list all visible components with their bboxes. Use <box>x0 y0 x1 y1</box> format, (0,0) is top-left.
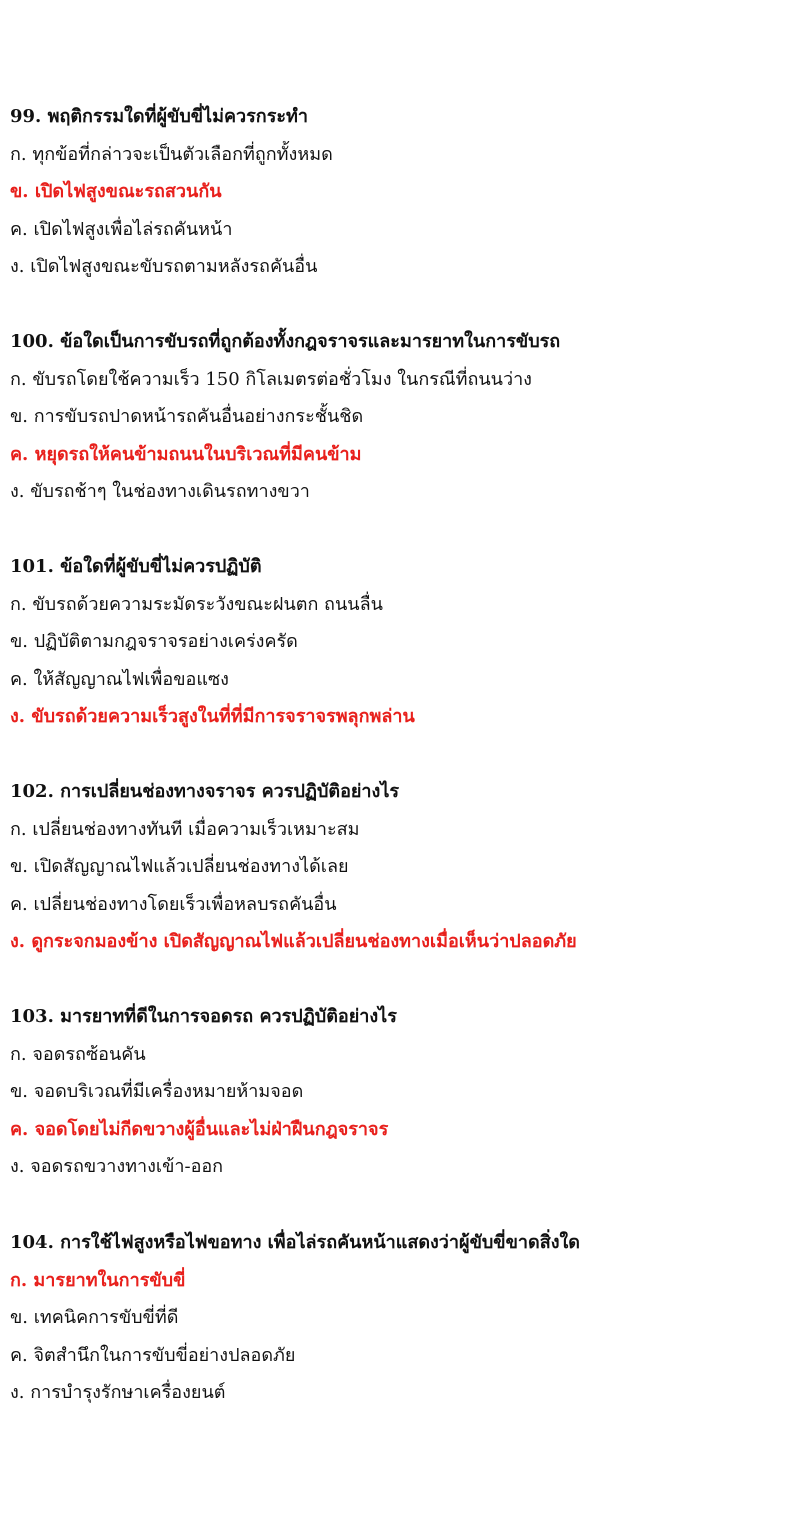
choice-b: ข. เปิดสัญญาณไฟแล้วเปลี่ยนช่องทางได้เลย <box>10 856 349 877</box>
question-title: 100. ข้อใดเป็นการขับรถที่ถูกต้องทั้งกฎจราจรและมารยาทในการขับรถ <box>10 331 561 352</box>
question-title: 104. การใช้ไฟสูงหรือไฟขอทาง เพื่อไล่รถคันหน้าแสดงว่าผู้ขับขี่ขาดสิ่งใด <box>10 1232 580 1253</box>
choice-a: ก. ทุกข้อที่กล่าวจะเป็นตัวเลือกที่ถูกทั้งหมด <box>10 143 333 165</box>
question-99 <box>10 98 790 286</box>
choice-a: ก. จอดรถซ้อนคัน <box>10 1043 146 1065</box>
choice-b: ข. การขับรถปาดหน้ารถคันอื่นอย่างกระชั้นชิด <box>10 406 364 427</box>
question-title: 101. ข้อใดที่ผู้ขับขี่ไม่ควรปฏิบัติ <box>10 556 262 577</box>
choice-c: ค. ให้สัญญาณไฟเพื่อขอแซง <box>10 668 229 690</box>
choice-a: ก. เปลี่ยนช่องทางทันที เมื่อความเร็วเหมาะสม <box>10 818 360 840</box>
question-title: 103. มารยาทที่ดีในการจอดรถ ควรปฏิบัติอย่างไร <box>10 1006 397 1027</box>
choice-a: ก. ขับรถด้วยความระมัดระวังขณะฝนตก ถนนลื่น <box>10 593 383 615</box>
question-102 <box>10 773 790 961</box>
question-103 <box>10 998 790 1186</box>
question-104 <box>10 1224 790 1412</box>
choice-d: ง. จอดรถขวางทางเข้า-ออก <box>10 1156 224 1177</box>
choice-c: ค. เปลี่ยนช่องทางโดยเร็วเพื่อหลบรถคันอื่น <box>10 893 337 915</box>
choice-b: ข. เทคนิคการขับขี่ที่ดี <box>10 1307 179 1328</box>
choice-d-correct: ง. ดูกระจกมองข้าง เปิดสัญญาณไฟแล้วเปลี่ยนช่องทางเมื่อเห็นว่าปลอดภัย <box>10 931 577 952</box>
choice-d: ง. เปิดไฟสูงขณะขับรถตามหลังรถคันอื่น <box>10 256 318 277</box>
choice-b: ข. ปฏิบัติตามกฎจราจรอย่างเคร่งครัด <box>10 631 298 652</box>
choice-b-correct: ข. เปิดไฟสูงขณะรถสวนกัน <box>10 181 222 202</box>
choice-b: ข. จอดบริเวณที่มีเครื่องหมายห้ามจอด <box>10 1081 304 1102</box>
question-title: 102. การเปลี่ยนช่องทางจราจร ควรปฏิบัติอย่างไร <box>10 781 400 802</box>
question-101 <box>10 548 790 736</box>
choice-c: ค. เปิดไฟสูงเพื่อไล่รถคันหน้า <box>10 218 233 240</box>
question-100 <box>10 323 790 511</box>
question-title: 99. พฤติกรรมใดที่ผู้ขับขี่ไม่ควรกระทำ <box>10 106 309 127</box>
choice-d-correct: ง. ขับรถด้วยความเร็วสูงในที่ที่มีการจราจรพลุกพล่าน <box>10 706 415 727</box>
choice-a: ก. ขับรถโดยใช้ความเร็ว 150 กิโลเมตรต่อชั่วโมง ในกรณีที่ถนนว่าง <box>10 368 532 390</box>
choice-c-correct: ค. จอดโดยไม่กีดขวางผู้อื่นและไม่ฝ่าฝืนกฎจราจร <box>10 1118 389 1140</box>
choice-c: ค. จิตสำนึกในการขับขี่อย่างปลอดภัย <box>10 1344 296 1366</box>
choice-c-correct: ค. หยุดรถให้คนข้ามถนนในบริเวณที่มีคนข้าม <box>10 443 362 465</box>
choice-d: ง. การบำรุงรักษาเครื่องยนต์ <box>10 1382 226 1403</box>
choice-d: ง. ขับรถช้าๆ ในช่องทางเดินรถทางขวา <box>10 481 310 502</box>
choice-a-correct: ก. มารยาทในการขับขี่ <box>10 1269 186 1291</box>
